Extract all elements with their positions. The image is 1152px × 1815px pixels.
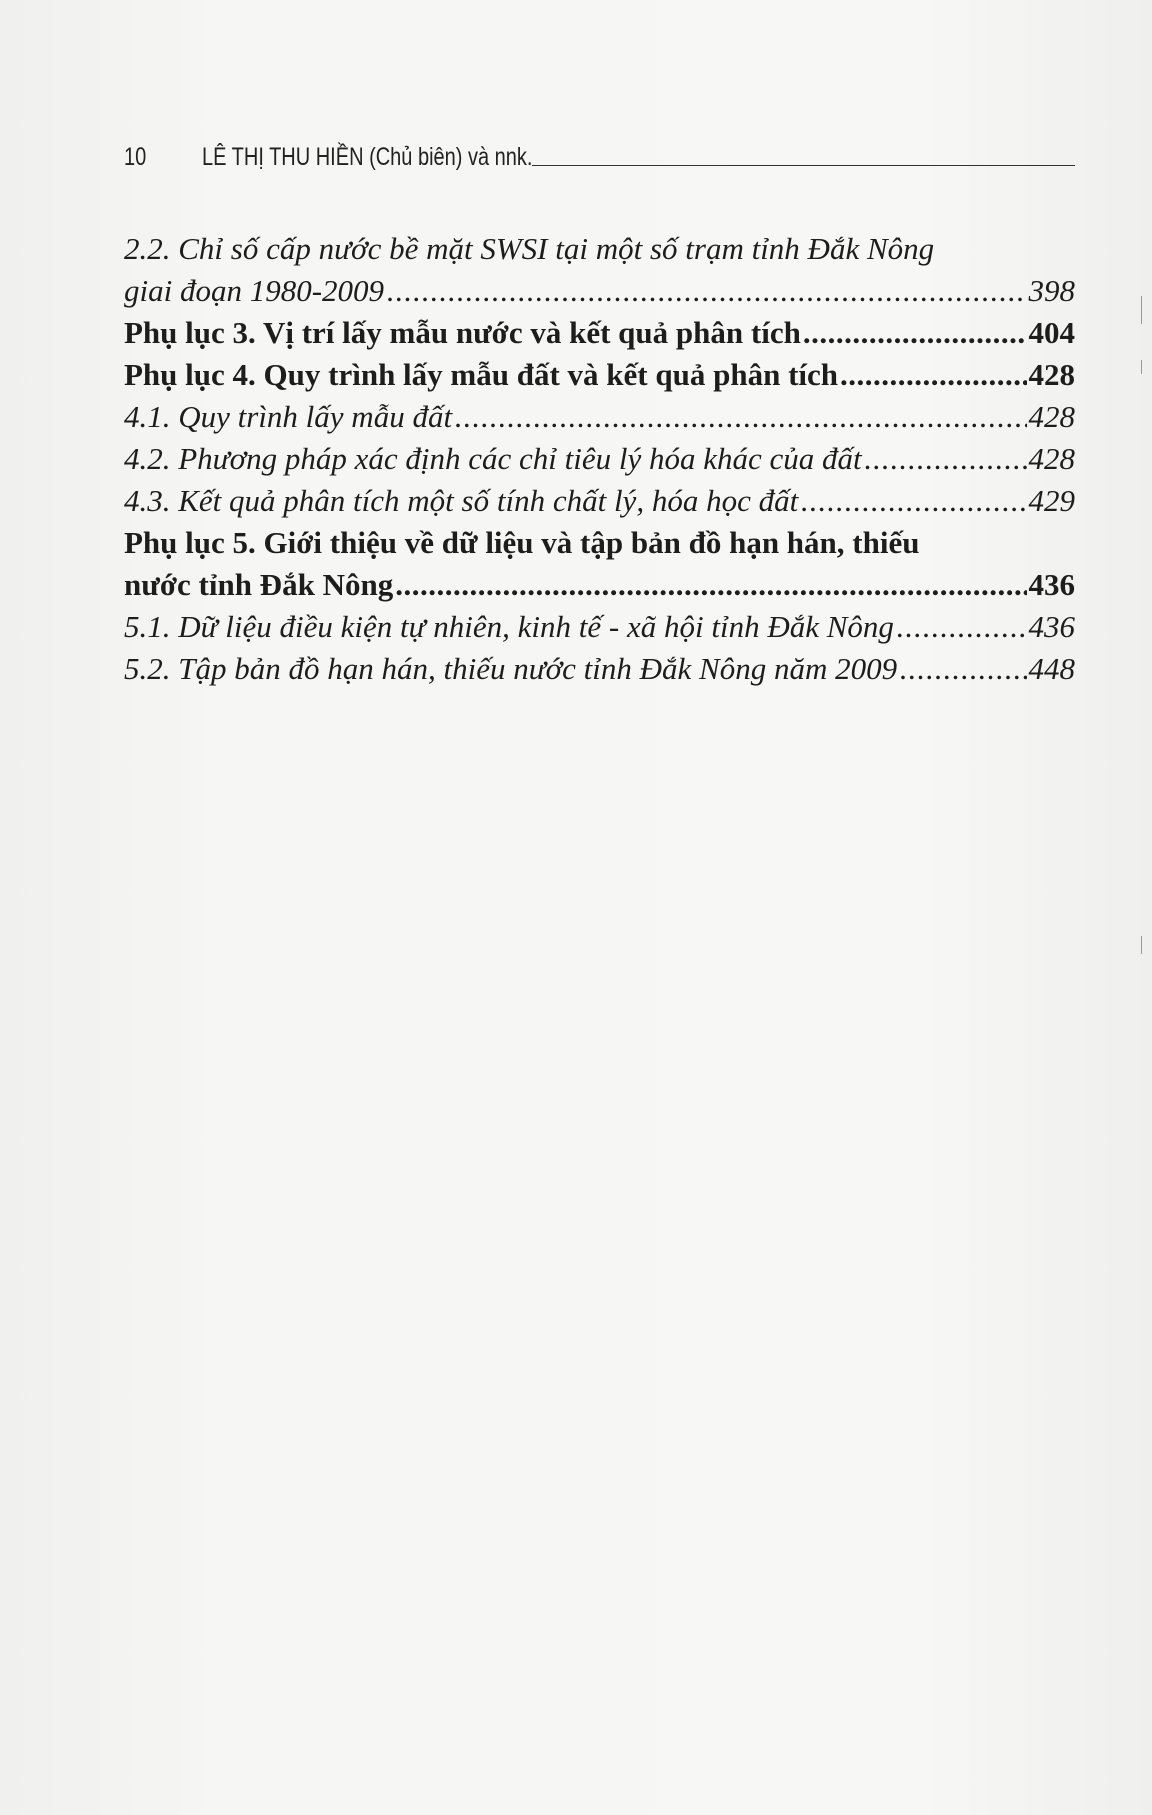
running-title: LÊ THỊ THU HIỀN (Chủ biên) và nnk. bbox=[202, 143, 533, 171]
toc-entry-page: 404 bbox=[1028, 315, 1075, 350]
dot-leader bbox=[395, 564, 1026, 606]
dot-leader bbox=[840, 354, 1026, 396]
toc-entry-page: 448 bbox=[1028, 651, 1075, 686]
toc-entry-title-line1: 2.2. Chỉ số cấp nước bề mặt SWSI tại một số trạm tỉnh Đắk Nông bbox=[124, 231, 935, 266]
dot-leader bbox=[800, 480, 1026, 522]
dot-leader bbox=[386, 270, 1026, 312]
toc-entry-appendix-5 bbox=[124, 522, 1075, 606]
toc-entry-5-1 bbox=[124, 606, 1075, 648]
toc-entry-title: 5.1. Dữ liệu điều kiện tự nhiên, kinh tế - xã hội tỉnh Đắk Nông bbox=[124, 609, 894, 644]
toc-entry-appendix-3 bbox=[124, 312, 1075, 354]
toc-entry-title: 4.1. Quy trình lấy mẫu đất bbox=[124, 399, 453, 434]
page-header bbox=[124, 136, 1075, 172]
toc-entry-title: Phụ lục 4. Quy trình lấy mẫu đất và kết quả phân tích bbox=[124, 357, 839, 392]
scan-edge-mark bbox=[1141, 296, 1142, 324]
toc-entry-page: 429 bbox=[1028, 483, 1075, 518]
toc-entry-title: 5.2. Tập bản đồ hạn hán, thiếu nước tỉnh Đắk Nông năm 2009 bbox=[124, 651, 898, 686]
toc-entry-4-3 bbox=[124, 480, 1075, 522]
toc-entry-title: Phụ lục 3. Vị trí lấy mẫu nước và kết quả phân tích bbox=[124, 315, 801, 350]
dot-leader bbox=[899, 648, 1026, 690]
scan-edge-mark bbox=[1141, 936, 1142, 954]
table-of-contents bbox=[124, 228, 1075, 690]
toc-entry-appendix-4 bbox=[124, 354, 1075, 396]
toc-entry-title: nước tỉnh Đắk Nông bbox=[124, 567, 394, 602]
dot-leader bbox=[864, 438, 1027, 480]
dot-leader bbox=[803, 312, 1027, 354]
toc-entry-page: 428 bbox=[1028, 399, 1075, 434]
toc-entry-title: 4.3. Kết quả phân tích một số tính chất lý, hóa học đất bbox=[124, 483, 799, 518]
toc-entry-page: 436 bbox=[1028, 567, 1075, 602]
toc-entry-2-2 bbox=[124, 228, 1075, 312]
toc-entry-5-2 bbox=[124, 648, 1075, 690]
toc-entry-page: 428 bbox=[1028, 441, 1075, 476]
toc-entry-page: 398 bbox=[1028, 273, 1075, 308]
header-rule bbox=[532, 165, 1075, 166]
page-number: 10 bbox=[124, 143, 147, 171]
toc-entry-4-2 bbox=[124, 438, 1075, 480]
toc-entry-4-1 bbox=[124, 396, 1075, 438]
toc-entry-title-line1: Phụ lục 5. Giới thiệu về dữ liệu và tập bản đồ hạn hán, thiếu bbox=[124, 525, 920, 560]
toc-entry-page: 428 bbox=[1028, 357, 1075, 392]
dot-leader bbox=[454, 396, 1026, 438]
dot-leader bbox=[896, 606, 1027, 648]
toc-entry-page: 436 bbox=[1028, 609, 1075, 644]
toc-entry-title: 4.2. Phương pháp xác định các chỉ tiêu lý hóa khác của đất bbox=[124, 441, 862, 476]
scan-edge-mark bbox=[1141, 360, 1142, 374]
toc-entry-title: giai đoạn 1980-2009 bbox=[124, 273, 385, 308]
